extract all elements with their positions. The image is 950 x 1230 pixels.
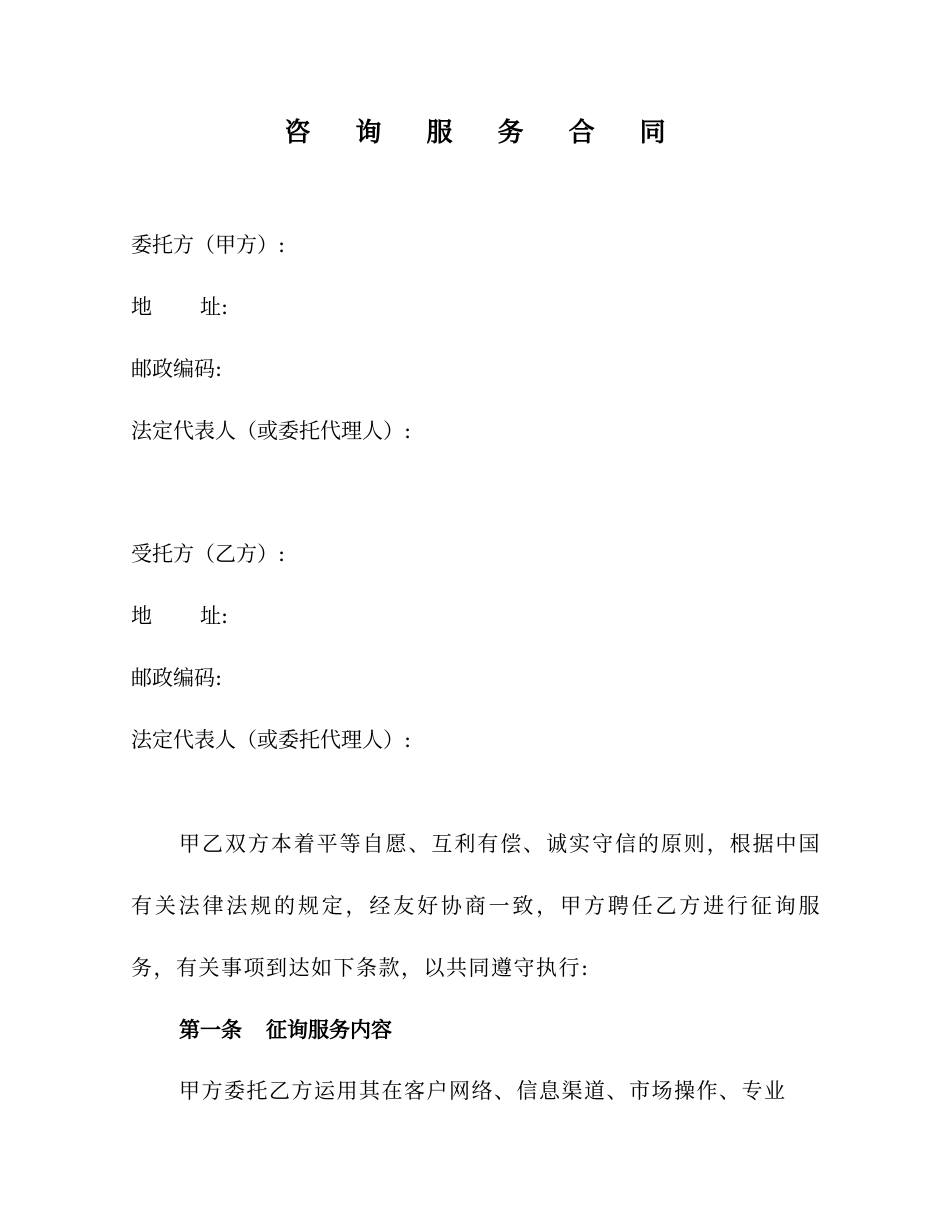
party-b-postal-label: 邮政编码: <box>131 666 223 690</box>
address-label-part2: 址: <box>200 295 229 319</box>
document-title: 咨 询 服 务 合 同 <box>284 118 684 148</box>
party-a-postal-label: 邮政编码: <box>131 357 223 381</box>
address-label-part2: 址: <box>200 604 229 628</box>
party-b-label: 受托方（乙方）: <box>131 542 286 566</box>
preamble-paragraph: 甲乙双方本着平等自愿、互利有偿、诚实守信的原则，根据中国有关法律法规的规定，经友好协商一致，甲方聘任乙方进行征询服务，有关事项到达如下条款，以共同遵守执行: <box>131 832 821 980</box>
article-number: 第一条 <box>179 1017 242 1042</box>
article-1-heading <box>179 1016 392 1044</box>
article-1-body: 甲方委托乙方运用其在客户网络、信息渠道、市场操作、专业 <box>179 1079 787 1103</box>
address-label-part1: 地 <box>131 604 152 628</box>
party-b-representative-label: 法定代表人（或委托代理人）: <box>131 728 412 752</box>
party-a-address-label <box>131 293 228 321</box>
article-title: 征询服务内容 <box>266 1017 392 1042</box>
party-a-representative-label: 法定代表人（或委托代理人）: <box>131 419 412 443</box>
party-a-label: 委托方（甲方）: <box>131 233 286 257</box>
address-label-part1: 地 <box>131 295 152 319</box>
party-b-address-label <box>131 602 228 630</box>
